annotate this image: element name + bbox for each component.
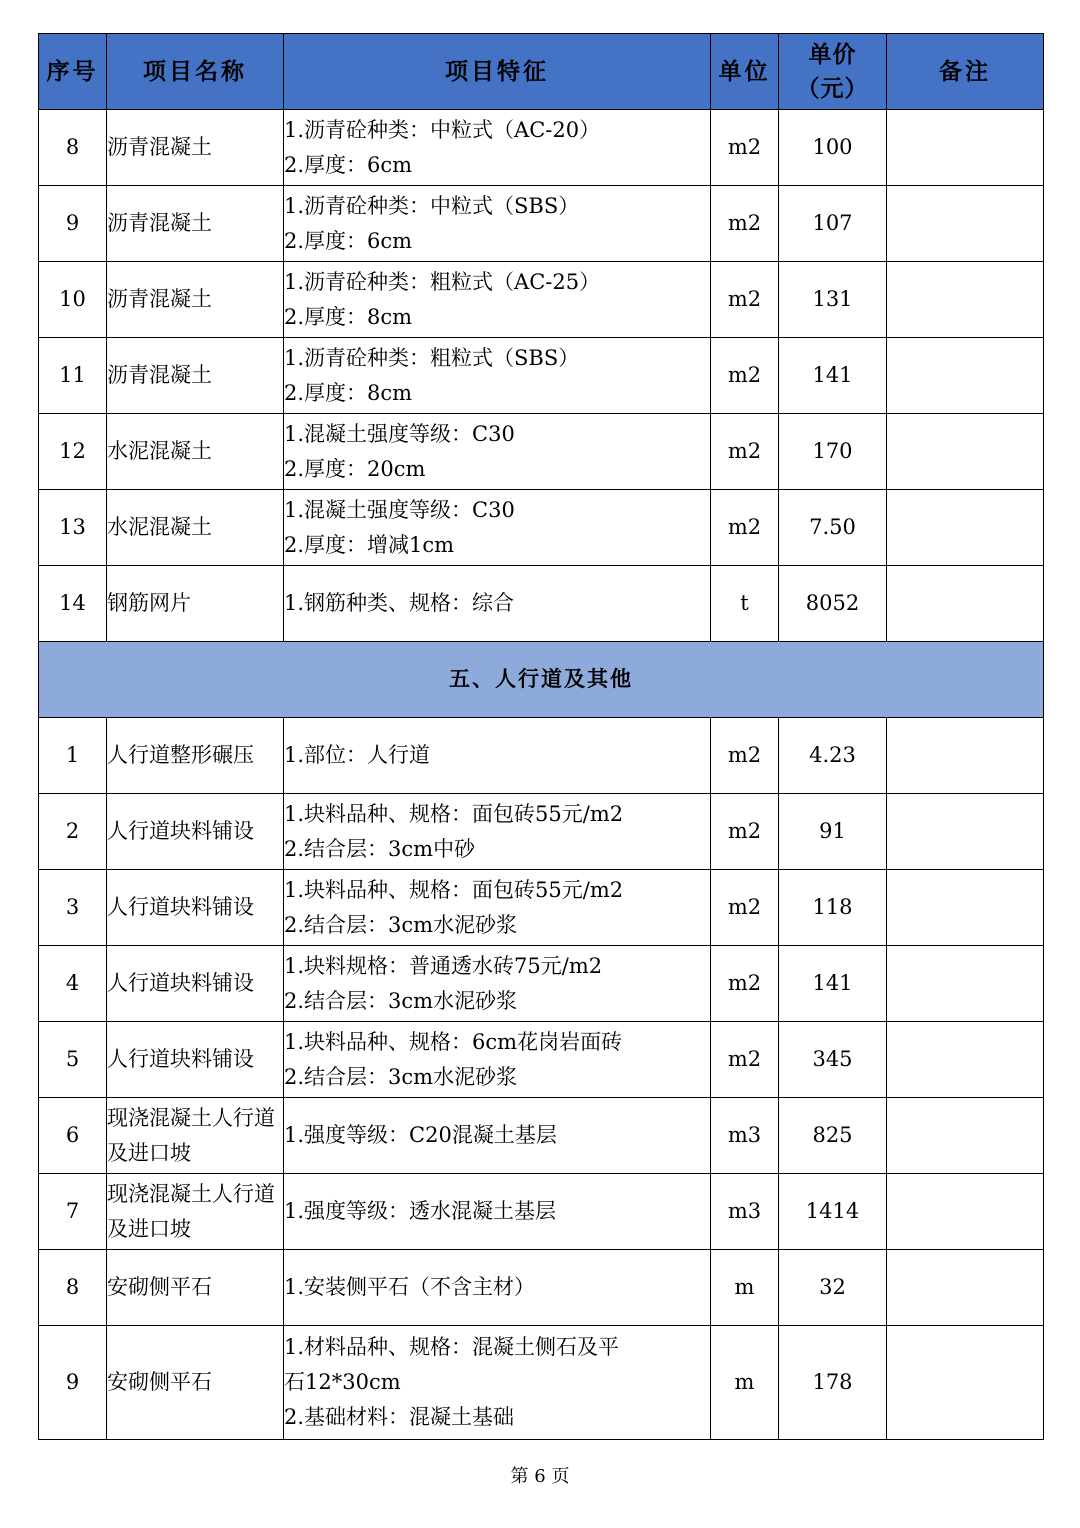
cell-no: 5	[39, 1022, 107, 1098]
cell-feature	[284, 414, 711, 490]
cell-price: 178	[779, 1326, 887, 1440]
cell-remark	[887, 946, 1044, 1022]
cell-no: 3	[39, 870, 107, 946]
table-row	[39, 870, 1044, 946]
cell-unit: m2	[711, 186, 779, 262]
feature-line: 1.沥青砼种类：粗粒式（AC-25）	[284, 269, 601, 294]
cell-name: 水泥混凝土	[107, 414, 284, 490]
cell-unit: m2	[711, 794, 779, 870]
cell-remark	[887, 1326, 1044, 1440]
cell-price: 100	[779, 110, 887, 186]
table-row	[39, 1022, 1044, 1098]
feature-line: 1.沥青砼种类：中粒式（AC-20）	[284, 117, 601, 142]
cell-remark	[887, 490, 1044, 566]
cell-price: 345	[779, 1022, 887, 1098]
cell-price: 118	[779, 870, 887, 946]
cell-feature	[284, 870, 711, 946]
cell-remark	[887, 262, 1044, 338]
feature-line: 1.混凝土强度等级：C30	[284, 421, 515, 446]
cell-no: 1	[39, 718, 107, 794]
header-price	[779, 34, 887, 110]
table-row	[39, 186, 1044, 262]
feature-line: 2.厚度：增减1cm	[284, 532, 455, 557]
cell-name: 安砌侧平石	[107, 1250, 284, 1326]
cell-price: 107	[779, 186, 887, 262]
cell-price: 32	[779, 1250, 887, 1326]
cell-feature	[284, 1326, 711, 1440]
cell-unit: m2	[711, 1022, 779, 1098]
cell-name: 沥青混凝土	[107, 186, 284, 262]
page-number: 第 6 页	[510, 1466, 570, 1487]
feature-line: 1.沥青砼种类：粗粒式（SBS）	[284, 345, 580, 370]
cell-name: 沥青混凝土	[107, 110, 284, 186]
cell-unit: m	[711, 1250, 779, 1326]
feature-line: 1.钢筋种类、规格：综合	[284, 591, 515, 615]
cell-feature	[284, 1250, 711, 1326]
cell-remark	[887, 1022, 1044, 1098]
cell-feature	[284, 718, 711, 794]
feature-line: 2.基础材料：混凝土基础	[284, 1405, 515, 1429]
price-table	[38, 33, 1044, 1440]
cell-unit: t	[711, 566, 779, 642]
feature-line: 1.混凝土强度等级：C30	[284, 497, 515, 522]
cell-name: 水泥混凝土	[107, 490, 284, 566]
table-row	[39, 1250, 1044, 1326]
cell-name: 沥青混凝土	[107, 262, 284, 338]
table-row	[39, 1174, 1044, 1250]
cell-unit: m2	[711, 414, 779, 490]
feature-line: 1.强度等级：透水混凝土基层	[284, 1199, 557, 1223]
feature-line: 2.结合层：3cm水泥砂浆	[284, 988, 518, 1013]
cell-unit: m	[711, 1326, 779, 1440]
feature-line: 2.厚度：8cm	[284, 304, 413, 329]
cell-feature	[284, 794, 711, 870]
cell-price: 141	[779, 338, 887, 414]
cell-no: 14	[39, 566, 107, 642]
table-row	[39, 262, 1044, 338]
feature-line: 1.部位：人行道	[284, 743, 431, 767]
cell-no: 7	[39, 1174, 107, 1250]
cell-feature	[284, 186, 711, 262]
cell-feature	[284, 338, 711, 414]
cell-feature	[284, 1174, 711, 1250]
cell-name: 钢筋网片	[107, 566, 284, 642]
feature-line: 1.材料品种、规格：混凝土侧石及平	[284, 1335, 620, 1359]
feature-line: 1.块料规格：普通透水砖75元/m2	[284, 953, 603, 978]
cell-remark	[887, 566, 1044, 642]
cell-remark	[887, 110, 1044, 186]
cell-price: 7.50	[779, 490, 887, 566]
table-row	[39, 1098, 1044, 1174]
cell-remark	[887, 186, 1044, 262]
cell-no: 9	[39, 1326, 107, 1440]
cell-unit: m2	[711, 110, 779, 186]
cell-no: 8	[39, 1250, 107, 1326]
cell-unit: m2	[711, 490, 779, 566]
table-row	[39, 490, 1044, 566]
feature-line: 1.块料品种、规格：6cm花岗岩面砖	[284, 1029, 623, 1054]
cell-unit: m2	[711, 870, 779, 946]
cell-name: 现浇混凝土人行道及进口坡	[107, 1098, 284, 1174]
cell-price: 170	[779, 414, 887, 490]
cell-no: 6	[39, 1098, 107, 1174]
cell-remark	[887, 1098, 1044, 1174]
feature-line: 2.结合层：3cm水泥砂浆	[284, 1064, 518, 1089]
cell-unit: m2	[711, 946, 779, 1022]
cell-remark	[887, 338, 1044, 414]
cell-no: 4	[39, 946, 107, 1022]
table-row	[39, 794, 1044, 870]
table-row	[39, 1326, 1044, 1440]
cell-no: 13	[39, 490, 107, 566]
cell-price: 1414	[779, 1174, 887, 1250]
cell-remark	[887, 794, 1044, 870]
cell-price: 141	[779, 946, 887, 1022]
table-row	[39, 566, 1044, 642]
cell-price: 825	[779, 1098, 887, 1174]
cell-feature	[284, 262, 711, 338]
cell-unit: m3	[711, 1098, 779, 1174]
cell-name: 安砌侧平石	[107, 1326, 284, 1440]
cell-price: 91	[779, 794, 887, 870]
cell-price: 131	[779, 262, 887, 338]
cell-remark	[887, 1174, 1044, 1250]
cell-unit: m2	[711, 262, 779, 338]
table-row	[39, 946, 1044, 1022]
header-feature: 项目特征	[284, 34, 711, 110]
cell-feature	[284, 1098, 711, 1174]
cell-name: 人行道块料铺设	[107, 794, 284, 870]
cell-name: 沥青混凝土	[107, 338, 284, 414]
cell-no: 8	[39, 110, 107, 186]
cell-price: 8052	[779, 566, 887, 642]
feature-line: 1.安装侧平石（不含主材）	[284, 1275, 536, 1299]
feature-line: 1.块料品种、规格：面包砖55元/m2	[284, 877, 624, 902]
header-no: 序号	[39, 34, 107, 110]
table-header-row	[39, 34, 1044, 110]
cell-remark	[887, 718, 1044, 794]
feature-line: 石12*30cm	[284, 1370, 401, 1394]
cell-feature	[284, 946, 711, 1022]
header-unit: 单位	[711, 34, 779, 110]
table-row	[39, 718, 1044, 794]
cell-no: 11	[39, 338, 107, 414]
header-name: 项目名称	[107, 34, 284, 110]
cell-name: 人行道块料铺设	[107, 870, 284, 946]
feature-line: 1.强度等级：C20混凝土基层	[284, 1123, 557, 1147]
cell-no: 10	[39, 262, 107, 338]
cell-feature	[284, 110, 711, 186]
cell-unit: m2	[711, 338, 779, 414]
feature-line: 1.块料品种、规格：面包砖55元/m2	[284, 801, 624, 826]
cell-name: 人行道整形碾压	[107, 718, 284, 794]
header-remark: 备注	[887, 34, 1044, 110]
cell-no: 9	[39, 186, 107, 262]
cell-name: 人行道块料铺设	[107, 946, 284, 1022]
feature-line: 2.厚度：8cm	[284, 380, 413, 405]
cell-name: 现浇混凝土人行道及进口坡	[107, 1174, 284, 1250]
feature-line: 2.厚度：20cm	[284, 456, 426, 481]
cell-remark	[887, 414, 1044, 490]
section-row	[39, 642, 1044, 718]
cell-unit: m2	[711, 718, 779, 794]
header-price-line2: （元）	[796, 75, 869, 102]
cell-remark	[887, 870, 1044, 946]
cell-feature	[284, 1022, 711, 1098]
cell-unit: m3	[711, 1174, 779, 1250]
feature-line: 2.结合层：3cm水泥砂浆	[284, 912, 518, 937]
feature-line: 2.厚度：6cm	[284, 152, 413, 177]
feature-line: 2.厚度：6cm	[284, 228, 413, 253]
cell-name: 人行道块料铺设	[107, 1022, 284, 1098]
cell-no: 12	[39, 414, 107, 490]
section-title: 五、人行道及其他	[39, 642, 1044, 718]
cell-remark	[887, 1250, 1044, 1326]
feature-line: 1.沥青砼种类：中粒式（SBS）	[284, 193, 580, 218]
feature-line: 2.结合层：3cm中砂	[284, 836, 476, 861]
cell-price: 4.23	[779, 718, 887, 794]
table-row	[39, 414, 1044, 490]
cell-no: 2	[39, 794, 107, 870]
header-price-line1: 单价	[808, 41, 857, 68]
table-row	[39, 110, 1044, 186]
cell-feature	[284, 566, 711, 642]
table-row	[39, 338, 1044, 414]
cell-feature	[284, 490, 711, 566]
